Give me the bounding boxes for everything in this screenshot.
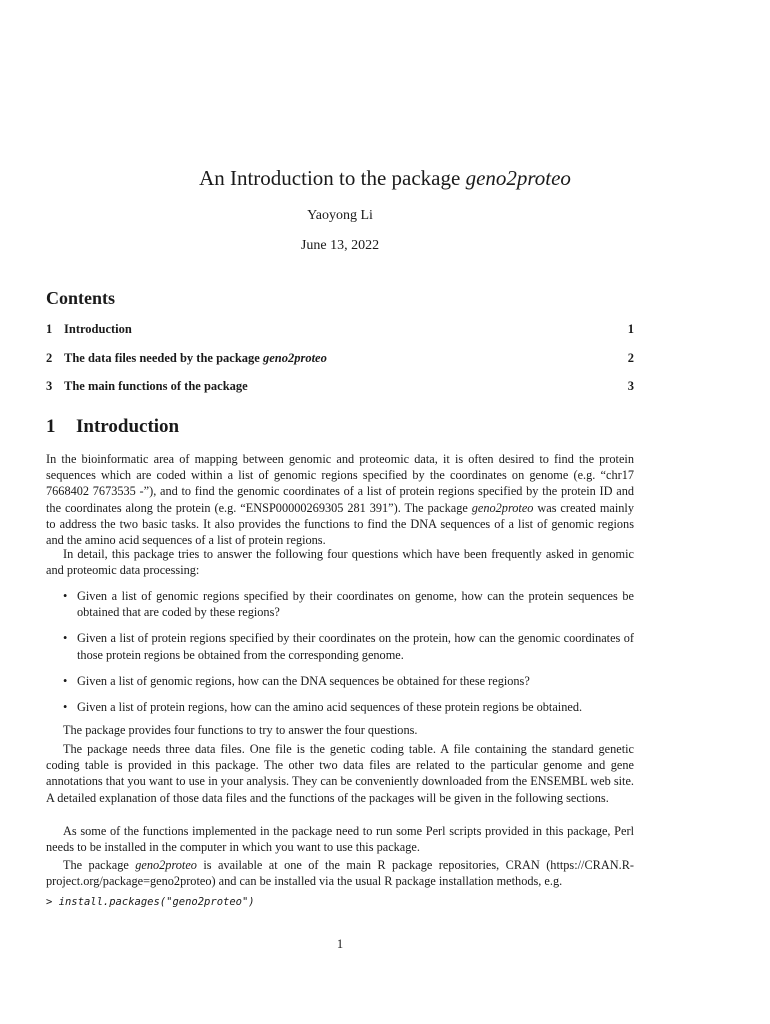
toc-page: 1 — [627, 322, 634, 336]
toc-number: 2 — [46, 351, 53, 365]
contents-heading: Contents — [46, 288, 116, 308]
bullet-icon: • — [63, 631, 68, 646]
toc-label: The main functions of the package — [64, 379, 248, 393]
list-item: • Given a list of protein regions, how can the amino acid sequences of these protein regions be obtained. — [63, 700, 583, 715]
page-number: 1 — [336, 937, 344, 951]
toc-page: 3 — [627, 379, 634, 393]
title-package-name: geno2proteo — [465, 166, 571, 190]
toc-entry[interactable] — [46, 379, 634, 394]
question-list — [46, 588, 634, 725]
bullet-icon: • — [63, 700, 68, 715]
code-text: install.packages("geno2proteo") — [58, 896, 255, 908]
paragraph: The package provides four functions to try to answer the four questions. — [63, 723, 418, 737]
bullet-icon: • — [63, 673, 68, 688]
author: Yaoyong Li — [307, 208, 373, 223]
toc-page: 2 — [627, 351, 634, 365]
code-block — [46, 896, 255, 908]
paragraph: As some of the functions implemented in the package need to run some Perl scripts provided in this package, Perl needs to be installed in the computer in which you want to use this package. — [46, 824, 634, 855]
section-title: Introduction — [76, 416, 180, 437]
section-heading — [46, 416, 179, 438]
toc-number: 3 — [46, 379, 53, 393]
toc-entry[interactable] — [46, 351, 634, 366]
date: June 13, 2022 — [300, 238, 380, 253]
list-item: • Given a list of genomic regions, how can the DNA sequences be obtained for these regions? — [63, 673, 530, 688]
paragraph: In detail, this package tries to answer the following four questions which have been frequently asked in genomic and proteomic data processing: — [46, 547, 634, 578]
toc-entry[interactable] — [46, 322, 634, 337]
toc-label: Introduction — [64, 322, 132, 336]
section-number: 1 — [46, 416, 56, 437]
paragraph: In the bioinformatic area of mapping between genomic and proteomic data, it is often desired to find the protein sequences which are coded within a list of genomic regions specified by the coordinates on genome (e.g. “chr17 7668402 7673535 -”), and to find the genomic coordinates of a list of protein regions specified by the protein ID and the coordinates along the protein (e.g. “ENSP00000269305 281 391”). The package geno2proteo was created mainly to address the two basic tasks. It also provides the functions to find the DNA sequences of a list of genomic regions and the amino acid sequences of a list of protein regions. — [46, 452, 634, 548]
toc-number: 1 — [46, 322, 53, 336]
paragraph: The package geno2proteo is available at one of the main R package repositories, CRAN (https://CRAN.R-project.org/package=geno2proteo) and can be installed via the usual R package installation methods, e.g. — [46, 858, 634, 889]
paragraph: The package needs three data files. One file is the genetic coding table. A file containing the standard genetic coding table is provided in this package. The other two data files are related to the particular genome and gene annotations that you want to use in your analysis. They can be conveniently downloaded from the ENSEMBL web site. A detailed explanation of those data files and the functions of the packages will be given in the following sections. — [46, 742, 634, 805]
list-item: • Given a list of protein regions specified by their coordinates on the protein, how can the genomic coordinates of those protein regions be obtained from the corresponding genome. — [63, 631, 634, 662]
document-title — [0, 166, 770, 191]
list-item: • Given a list of genomic regions specified by their coordinates on genome, how can the protein sequences be obtained that are coded by these regions? — [63, 589, 634, 620]
toc-label: The data files needed by the package geno2proteo — [64, 351, 327, 365]
code-prompt: > — [46, 896, 53, 908]
title-text: An Introduction to the package — [199, 166, 466, 190]
bullet-icon: • — [63, 589, 68, 603]
